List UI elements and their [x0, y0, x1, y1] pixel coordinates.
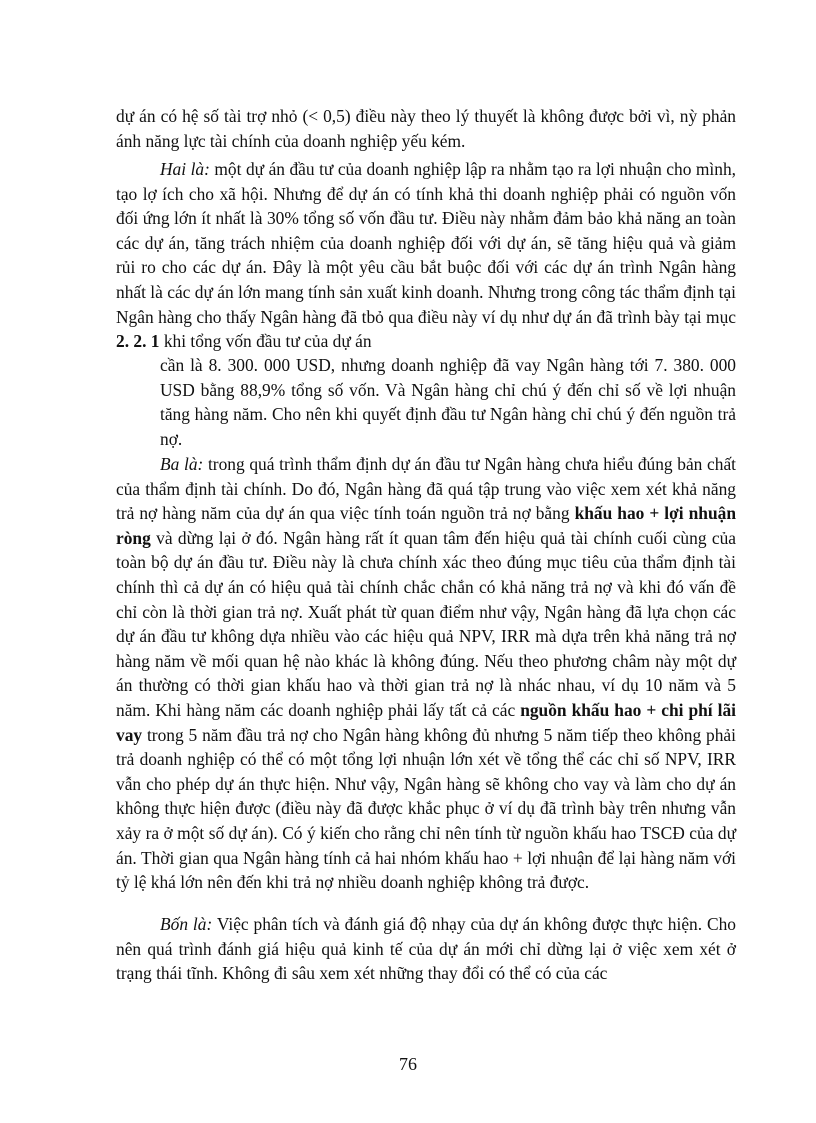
page-number: 76: [399, 1054, 417, 1074]
bold-text: 2. 2. 1: [116, 331, 160, 352]
paragraph: [116, 104, 736, 153]
paragraph-lead: Ba là:: [160, 454, 204, 474]
text-run: một dự án đầu tư của doanh nghiệp lập ra nhằm tạo ra lợi nhuận cho mình, tạo lợ ích cho xã hội. Nhưng để dự án có tính khả thi doanh nghiệp phải có nguồn vốn đối ứng lớn ít nhất là 30% tổng số vốn đầu tư. Điều này nhằm đảm bảo khả năng an toàn các dự án, tăng trách nhiệm của doanh nghiệp đối với dự án, sẽ tăng hiệu quả và giảm rủi ro cho các dự án. Đây là một yêu cầu bắt buộc đối với các dự án trình Ngân hàng nhất là các dự án lớn mang tính sản xuất kinh doanh. Nhưng trong công tác thẩm định tại Ngân hàng cho thấy Ngân hàng đã tbỏ qua điều này ví dụ như dự án đã trình bày tại mục: [116, 159, 736, 327]
text-run: cần là 8. 300. 000 USD, nhưng doanh nghiệp đã vay Ngân hàng tới 7. 380. 000 USD bằng 88,9% tổng số vốn. Và Ngân hàng chỉ chú ý đến chỉ số về lợi nhuận tăng hàng năm. Cho nên khi quyết định đầu tư Ngân hàng chỉ chú ý đến nguồn trả nợ.: [160, 355, 736, 449]
text-run: trong quá trình thẩm định dự án đầu tư Ngân hàng chưa hiểu đúng bản chất của thẩm định tài chính. Do đó, Ngân hàng đã quá tập trung vào việc xem xét khả năng trả nợ hàng năm của dự án qua việc tính toán nguồn trả nợ bằng: [116, 454, 737, 524]
text-run: trong 5 năm đầu trả nợ cho Ngân hàng không đủ nhưng 5 năm tiếp theo không phải trả doanh nghiệp có thể có một tổng lợi nhuận lớn xét về tổng thể các chỉ số NPV, IRR vẫn cho phép dự án thực hiện. Như vậy, Ngân hàng sẽ không cho vay và làm cho dự án không thực hiện được (điều này đã được khắc phục ở ví dụ đã trình bày trên nhưng vẫn xảy ra ở một số dự án). Có ý kiến cho rằng chỉ nên tính từ nguồn khấu hao TSCĐ của dự án. Thời gian qua Ngân hàng tính cả hai nhóm khấu hao + lợi nhuận để lại hàng năm với tỷ lệ khá lớn nên đến khi trả nợ nhiều doanh nghiệp không trả được.: [116, 724, 736, 893]
paragraph-ba-la: [116, 452, 736, 895]
text-run: khi tổng vốn đầu tư của dự án: [159, 331, 372, 352]
bold-text: nguồn khấu hao + chi phí lãi vay: [116, 699, 736, 745]
paragraph-lead: Bốn là:: [160, 914, 213, 934]
paragraph-lead: Hai là:: [160, 159, 210, 179]
paragraph-bon-la: [116, 912, 736, 986]
bold-text: khấu hao + lợi nhuận ròng: [116, 503, 737, 548]
paragraph-continuation: [160, 353, 736, 451]
text-run: dự án có hệ số tài trợ nhỏ (< 0,5) điều này theo lý thuyết là không được bởi vì, nỳ phản ánh năng lực tài chính của doanh nghiệp yếu kém.: [116, 106, 736, 151]
paragraph-hai-la: [116, 157, 736, 354]
text-run: và dừng lại ở đó. Ngân hàng rất ít quan tâm đến hiệu quả tài chính cuối cùng của toàn bộ dự án đầu tư. Điều này là chưa chính xác theo đúng mục tiêu của thẩm định tài chính thì cả dự án có hiệu quả tài chính chắc chắn có khả năng trả nợ và khi đó vấn đề chỉ còn là thời gian trả nợ. Xuất phát từ quan điểm như vậy, Ngân hàng đã lựa chọn các dự án đầu tư không dựa nhiều vào các hiệu quả NPV, IRR mà dựa trên khả năng trả nợ hàng năm về mối quan hệ nào khác là không đúng. Nếu theo phương châm này một dự án thường có thời gian khấu hao và thời gian trả nợ là nhác nhau, ví dụ 10 năm và 5 năm. Khi hàng năm các doanh nghiệp phải lấy tất cả các: [116, 527, 736, 720]
text-run: Việc phân tích và đánh giá độ nhạy của dự án không được thực hiện. Cho nên quá trình đánh giá hiệu quả kinh tế của dự án mới chỉ dừng lại ở việc xem xét ở trạng thái tĩnh. Không đi sâu xem xét những thay đổi có thể có của các: [116, 914, 736, 984]
